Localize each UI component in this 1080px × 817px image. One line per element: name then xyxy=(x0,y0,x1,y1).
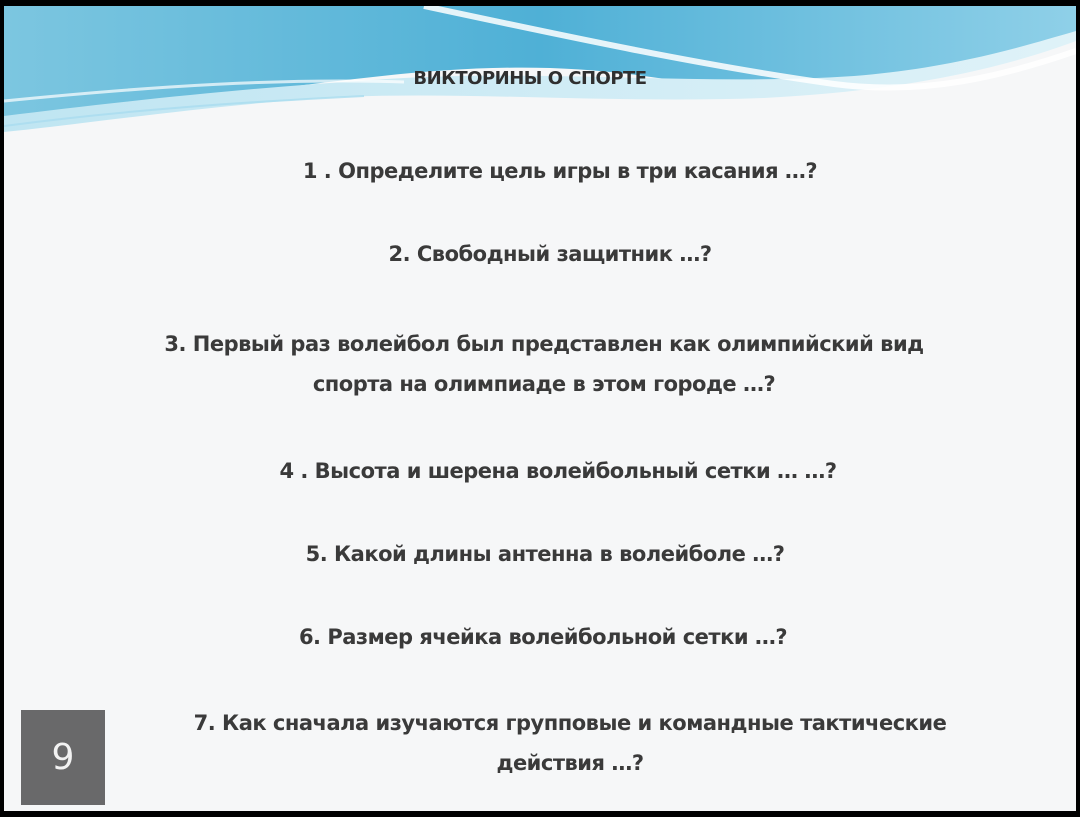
question-6: 6. Размер ячейка волейбольной сетки …? xyxy=(298,625,788,649)
question-7 xyxy=(64,703,1076,783)
page-number-badge: 9 xyxy=(21,710,105,805)
question-7-line-2: действия …? xyxy=(496,751,644,775)
presentation-slide xyxy=(4,6,1076,811)
question-3 xyxy=(12,324,1076,404)
question-1: 1 . Определите цель игры в три касания …? xyxy=(302,159,818,183)
question-4: 4 . Высота и шерена волейбольный сетки … …? xyxy=(279,459,837,483)
question-3-line-2: спорта на олимпиаде в этом городе …? xyxy=(312,372,776,396)
question-3-line-1: 3. Первый раз волейбол был представлен как олимпийский вид xyxy=(164,332,924,356)
slide-title: ВИКТОРИНЫ О СПОРТЕ xyxy=(413,68,647,89)
question-2: 2. Свободный защитник …? xyxy=(388,242,712,266)
question-5: 5. Какой длины антенна в волейболе …? xyxy=(305,542,785,566)
question-7-line-1: 7. Как сначала изучаются групповые и командные тактические xyxy=(193,711,947,735)
